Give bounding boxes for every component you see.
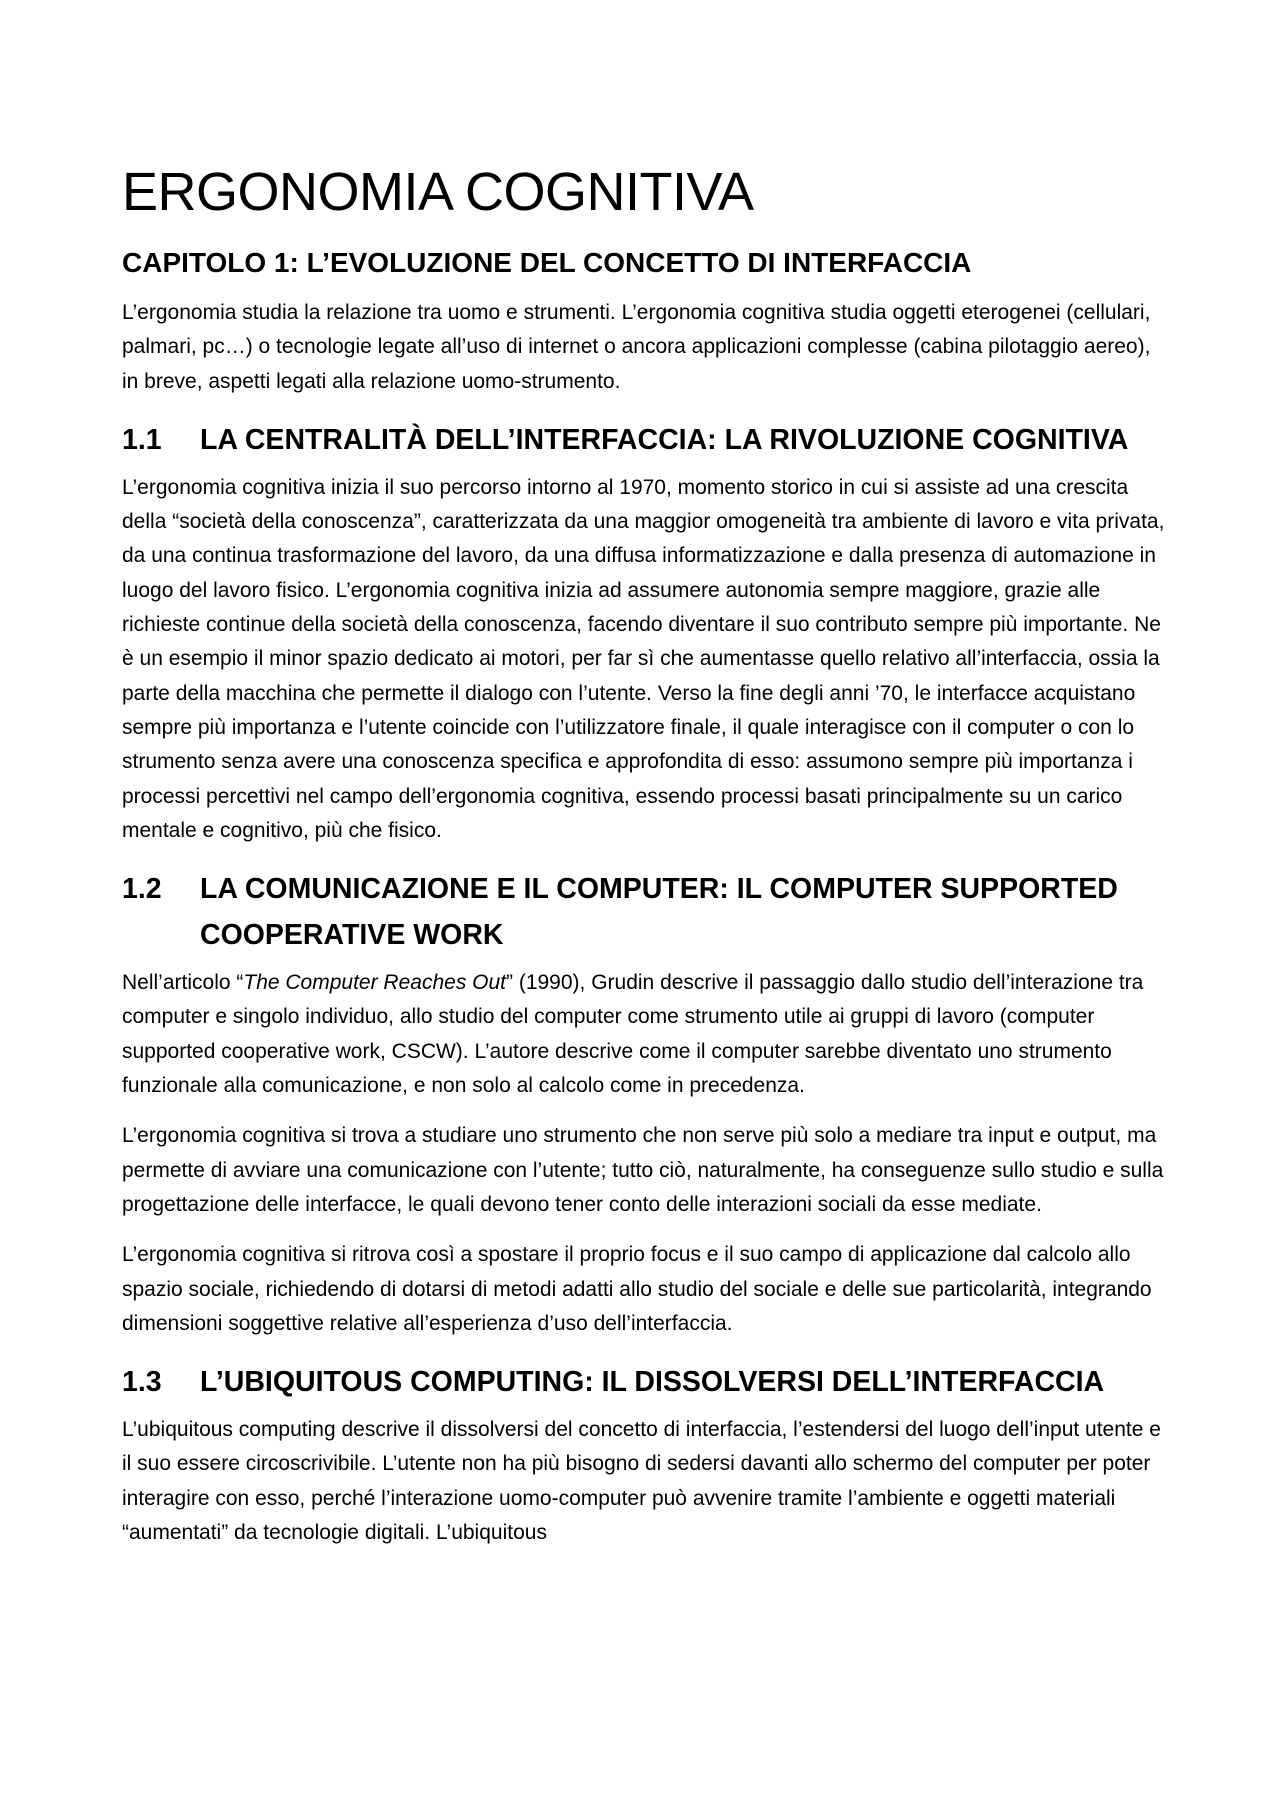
section-title: L’UBIQUITOUS COMPUTING: IL DISSOLVERSI DELL’INTERFACCIA bbox=[200, 1366, 1105, 1399]
section-number: 1.3 bbox=[122, 1366, 162, 1399]
section-title: LA COMUNICAZIONE E IL COMPUTER: IL COMPUTER SUPPORTED COOPERATIVE WORK bbox=[200, 873, 1118, 952]
article-title-italic: The Computer Reaches Out bbox=[243, 971, 506, 995]
section-paragraph: L’ergonomia cognitiva si trova a studiare uno strumento che non serve più solo a mediare tra input e output, ma permette di avviare una comunicazione con l’utente; tutto ciò, naturalmente, ha conseguenze sullo studio e sulla progettazione delle interfacce, le quali devono tener conto delle interazioni sociali da esse mediate. bbox=[122, 1124, 1164, 1216]
section-paragraph: L’ergonomia cognitiva inizia il suo percorso intorno al 1970, momento storico in cui si assiste ad una crescita della “società della conoscenza”, caratterizzata da una maggior omogeneità tra ambiente di lavoro e vita privata, da una continua trasformazione del lavoro, da una diffusa informatizzazione e dalla presenza di automazione in luogo del lavoro fisico. L’ergonomia cognitiva inizia ad assumere autonomia sempre maggiore, grazie alle richieste continue della società della conoscenza, facendo diventare il suo contributo sempre più importante. Ne è un esempio il minor spazio dedicato ai motori, per far sì che aumentasse quello relativo all’interfaccia, ossia la parte della macchina che permette il dialogo con l’utente. Verso la fine degli anni ’70, le interfacce acquistano sempre più importanza e l’utente coincide con l’utilizzatore finale, il quale interagisce con il computer o con lo strumento senza avere una conoscenza specifica e approfondita di esso: assumono sempre più importanza i processi percettivi nel campo dell’ergonomia cognitiva, essendo processi basati principalmente su un carico mentale e cognitivo, più che fisico. bbox=[122, 475, 1165, 842]
section-heading bbox=[122, 417, 1170, 463]
section-title: LA CENTRALITÀ DELL’INTERFACCIA: LA RIVOLUZIONE COGNITIVA bbox=[200, 423, 1129, 456]
section-paragraph bbox=[122, 966, 1170, 1103]
section-1-3 bbox=[122, 1359, 1170, 1550]
document-page bbox=[122, 158, 1170, 1566]
section-heading bbox=[122, 866, 1170, 958]
document-title: ERGONOMIA COGNITIVA bbox=[122, 162, 754, 222]
section-number: 1.1 bbox=[122, 423, 162, 456]
paragraph-text: Nell’articolo “ bbox=[122, 971, 244, 995]
section-paragraph: L’ergonomia cognitiva si ritrova così a spostare il proprio focus e il suo campo di applicazione dal calcolo allo spazio sociale, richiedendo di dotarsi di metodi adatti allo studio del sociale e delle sue particolarità, integrando dimensioni soggettive relative all’esperienza d’uso dell’interfaccia. bbox=[122, 1243, 1152, 1335]
section-heading bbox=[122, 1359, 1170, 1405]
paragraph-text: ” (1990), Grudin descrive il passaggio dallo studio dell’interazione tra computer e singolo individuo, allo studio del computer come strumento utile ai gruppi di lavoro (computer supported cooperative work, CSCW). L’autore descrive come il computer sarebbe diventato uno strumento funzionale alla comunicazione, e non solo al calcolo come in precedenza. bbox=[122, 971, 1144, 1098]
section-1-2 bbox=[122, 866, 1170, 1341]
section-1-1 bbox=[122, 417, 1170, 848]
section-paragraph: L’ubiquitous computing descrive il dissolversi del concetto di interfaccia, l’estendersi del luogo dell’input utente e il suo essere circoscrivibile. L’utente non ha più bisogno di sedersi davanti allo schermo del computer per poter interagire con esso, perché l’interazione uomo-computer può avvenire tramite l’ambiente e oggetti materiali “aumentati” da tecnologie digitali. L’ubiquitous bbox=[122, 1418, 1161, 1545]
chapter-title: CAPITOLO 1: L’EVOLUZIONE DEL CONCETTO DI INTERFACCIA bbox=[122, 247, 972, 278]
section-number: 1.2 bbox=[122, 873, 162, 906]
chapter-intro-paragraph: L’ergonomia studia la relazione tra uomo e strumenti. L’ergonomia cognitiva studia oggetti eterogenei (cellulari, palmari, pc…) o tecnologie legate all’uso di internet o ancora applicazioni complesse (cabina pilotaggio aereo), in breve, aspetti legati alla relazione uomo-strumento. bbox=[122, 301, 1151, 393]
